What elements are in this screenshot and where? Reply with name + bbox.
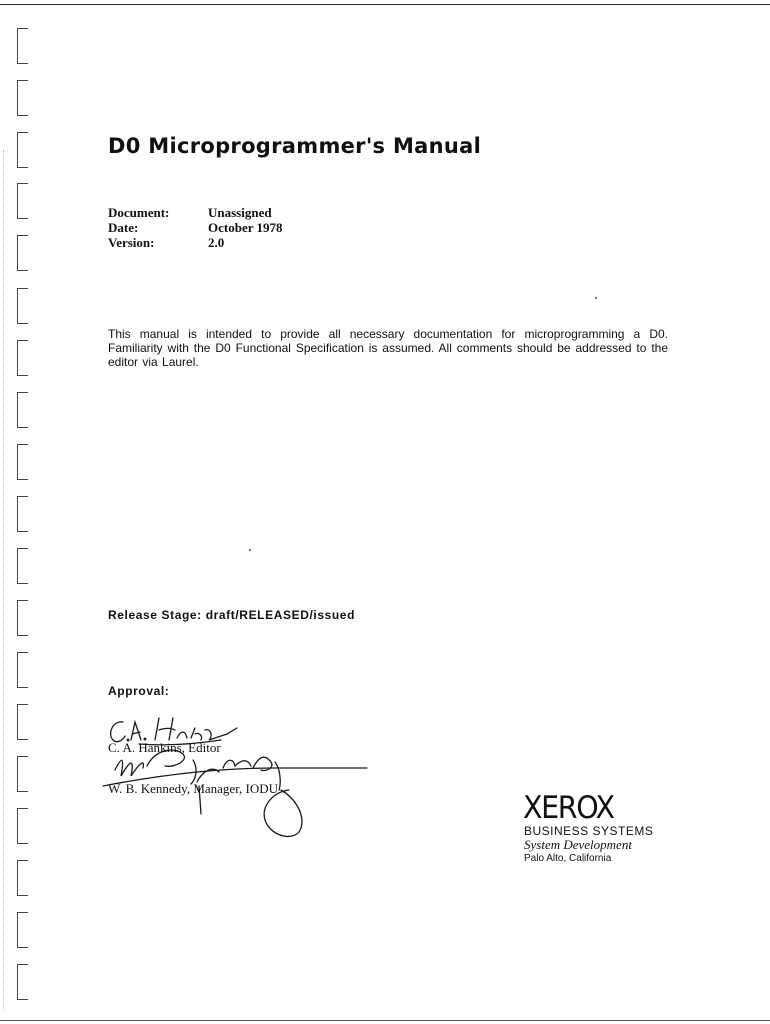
left-margin-rule (3, 150, 5, 1010)
metadata-row-date (108, 220, 283, 235)
binder-hole-icon (17, 340, 28, 376)
metadata-row-version (108, 235, 283, 250)
binder-hole-icon (17, 392, 28, 428)
metadata-label: Version: (108, 235, 155, 250)
binder-hole-icon (17, 912, 28, 948)
metadata-value: October 1978 (208, 220, 283, 235)
metadata-value: 2.0 (208, 235, 225, 250)
metadata-label: Document: (108, 205, 170, 220)
publisher-location: Palo Alto, California (524, 853, 612, 864)
binder-hole-icon (17, 600, 28, 636)
binder-hole-icon (17, 496, 28, 532)
signature-line-editor: C. A. Hankins, Editor (108, 740, 221, 755)
bottom-border (0, 1020, 770, 1021)
binder-hole-icon (17, 964, 28, 1000)
binder-hole-icon (17, 80, 28, 116)
binder-hole-icon (17, 183, 28, 219)
publisher-division: BUSINESS SYSTEMS (524, 824, 654, 838)
binder-hole-icon (17, 756, 28, 792)
binder-hole-icon (17, 288, 28, 324)
publisher-department: System Development (524, 837, 632, 852)
metadata-label: Date: (108, 220, 139, 235)
handwritten-signatures-icon (95, 710, 385, 845)
binder-hole-icon (17, 28, 28, 64)
document-metadata (108, 205, 283, 250)
metadata-value: Unassigned (208, 205, 272, 220)
signature-line-manager: W. B. Kennedy, Manager, IODU (108, 781, 279, 796)
intro-paragraph: This manual is intended to provide all necessary documentation for microprogramming a D0. Familiarity with the D0 Functional Specification is assumed. All comments should be addressed to the editor via Laurel. (108, 327, 668, 369)
binder-hole-icon (17, 860, 28, 896)
binder-hole-icon (17, 444, 28, 480)
metadata-row-document (108, 205, 283, 220)
scan-speck (595, 297, 597, 299)
binder-hole-icon (17, 652, 28, 688)
binder-hole-icon (17, 132, 28, 168)
binder-hole-icon (17, 548, 28, 584)
approval-label: Approval: (108, 684, 170, 698)
document-title: D0 Microprogrammer's Manual (108, 134, 482, 158)
binder-hole-icon (17, 808, 28, 844)
binder-hole-icon (17, 704, 28, 740)
xerox-logo: XEROX (523, 790, 614, 826)
top-border (0, 4, 770, 5)
release-stage: Release Stage: draft/RELEASED/issued (108, 608, 356, 622)
scan-speck (249, 549, 251, 551)
binder-hole-icon (17, 235, 28, 271)
